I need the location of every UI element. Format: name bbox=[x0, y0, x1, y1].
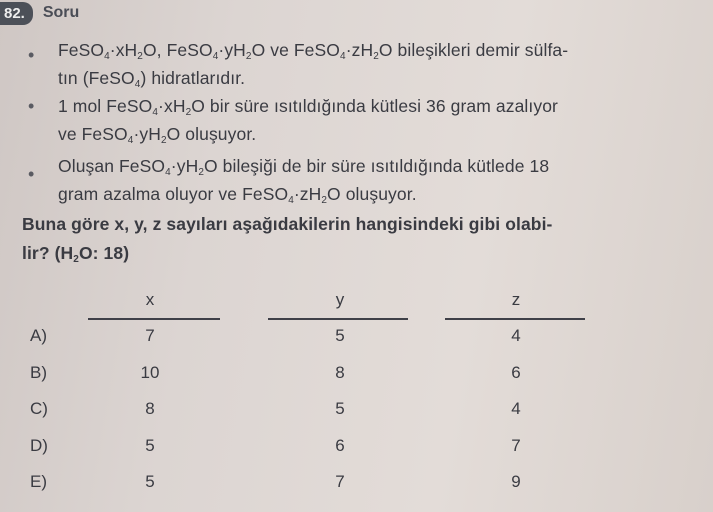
option-value-y: 6 bbox=[335, 436, 345, 455]
question-header bbox=[0, 0, 79, 26]
option-value-z: 4 bbox=[511, 326, 521, 345]
bullet-dot: • bbox=[28, 96, 35, 116]
question-line-2: lir? ($H_2O$: 18) bbox=[22, 243, 130, 265]
option-value-y: 7 bbox=[335, 472, 345, 491]
option-label[interactable]: C) bbox=[30, 399, 48, 418]
option-value-z: 4 bbox=[511, 399, 521, 418]
option-value-x: 7 bbox=[145, 326, 155, 345]
option-value-y: 5 bbox=[335, 326, 345, 345]
col-rule-z bbox=[445, 318, 585, 320]
option-value-y: 8 bbox=[335, 363, 345, 382]
bullet-1-line-2: tın (FeSO$_4$) hidratlarıdır. bbox=[58, 68, 246, 90]
option-label[interactable]: A) bbox=[30, 326, 47, 345]
option-value-z: 7 bbox=[511, 436, 521, 455]
bullet-1-line-1: $FeSO_4\cdot xH_2O$, $FeSO_4\cdot yH_2O$ ve $FeSO_4\cdot zH_2O$ bileşikleri demir sülfa- bbox=[58, 40, 569, 62]
bullet-2-line-2: ve $FeSO_4\cdot yH_2O$ oluşuyor. bbox=[58, 124, 257, 146]
col-rule-x bbox=[88, 318, 220, 320]
bullet-2-line-1: 1 mol $FeSO_4\cdot xH_2O$ bir süre ısıtıldığında kütlesi 36 gram azalıyor bbox=[58, 96, 558, 118]
option-value-z: 6 bbox=[511, 363, 521, 382]
option-label[interactable]: D) bbox=[30, 436, 48, 455]
question-line-1: Buna göre x, y, z sayıları aşağıdakilerin hangisindeki gibi olabi- bbox=[22, 214, 553, 234]
bullet-3-line-2: gram azalma oluyor ve $FeSO_4\cdot zH_2O$ oluşuyor. bbox=[58, 184, 417, 206]
col-header-z: z bbox=[511, 290, 521, 309]
option-label[interactable]: B) bbox=[30, 363, 47, 382]
col-header-x: x bbox=[145, 290, 155, 309]
option-value-x: 8 bbox=[145, 399, 155, 418]
option-value-x: 10 bbox=[140, 363, 160, 382]
option-value-y: 5 bbox=[335, 399, 345, 418]
col-header-y: y bbox=[335, 290, 345, 309]
option-value-z: 9 bbox=[511, 472, 521, 491]
option-value-x: 5 bbox=[145, 472, 155, 491]
bullet-3-line-1: Oluşan $FeSO_4\cdot yH_2O$ bileşiği de bir süre ısıtıldığında kütlede 18 bbox=[58, 156, 550, 178]
question-number: 82. bbox=[0, 2, 33, 25]
col-rule-y bbox=[268, 318, 408, 320]
option-label[interactable]: E) bbox=[30, 472, 47, 491]
bullet-dot: • bbox=[28, 45, 35, 65]
bullet-dot: • bbox=[28, 164, 35, 184]
option-value-x: 5 bbox=[145, 436, 155, 455]
question-label: Soru bbox=[42, 4, 80, 21]
